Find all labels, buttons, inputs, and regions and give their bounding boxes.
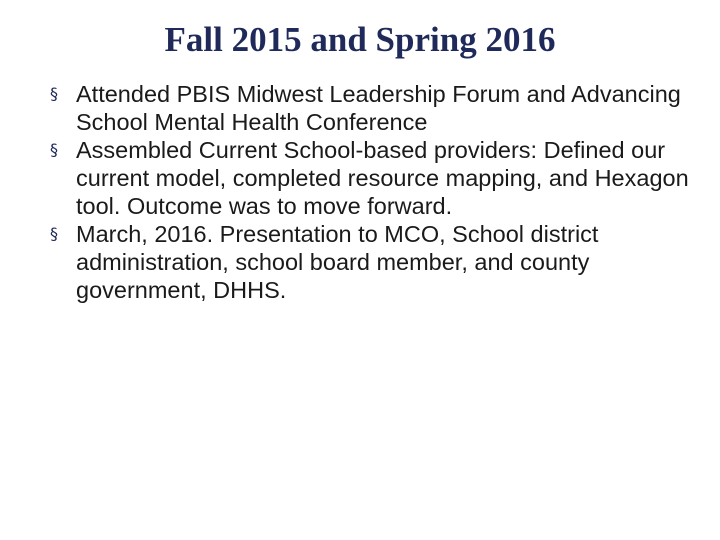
bullet-item-2 bbox=[50, 136, 690, 220]
bullet-text-2: Assembled Current School-based providers: Defined our current model, completed resource mapping, and Hexagon tool. Outcome was to move forward. bbox=[76, 137, 689, 219]
bullet-list bbox=[50, 80, 690, 304]
bullet-text-3: March, 2016. Presentation to MCO, School district administration, school board member, and county government, DHHS. bbox=[76, 221, 599, 303]
square-bullet-icon: § bbox=[50, 140, 58, 159]
bullet-text-1: Attended PBIS Midwest Leadership Forum and Advancing School Mental Health Conference bbox=[76, 81, 681, 135]
bullet-item-3 bbox=[50, 220, 690, 304]
slide-title: Fall 2015 and Spring 2016 bbox=[164, 20, 556, 59]
square-bullet-icon: § bbox=[50, 84, 58, 103]
square-bullet-icon: § bbox=[50, 224, 58, 243]
bullet-item-1 bbox=[50, 80, 690, 136]
